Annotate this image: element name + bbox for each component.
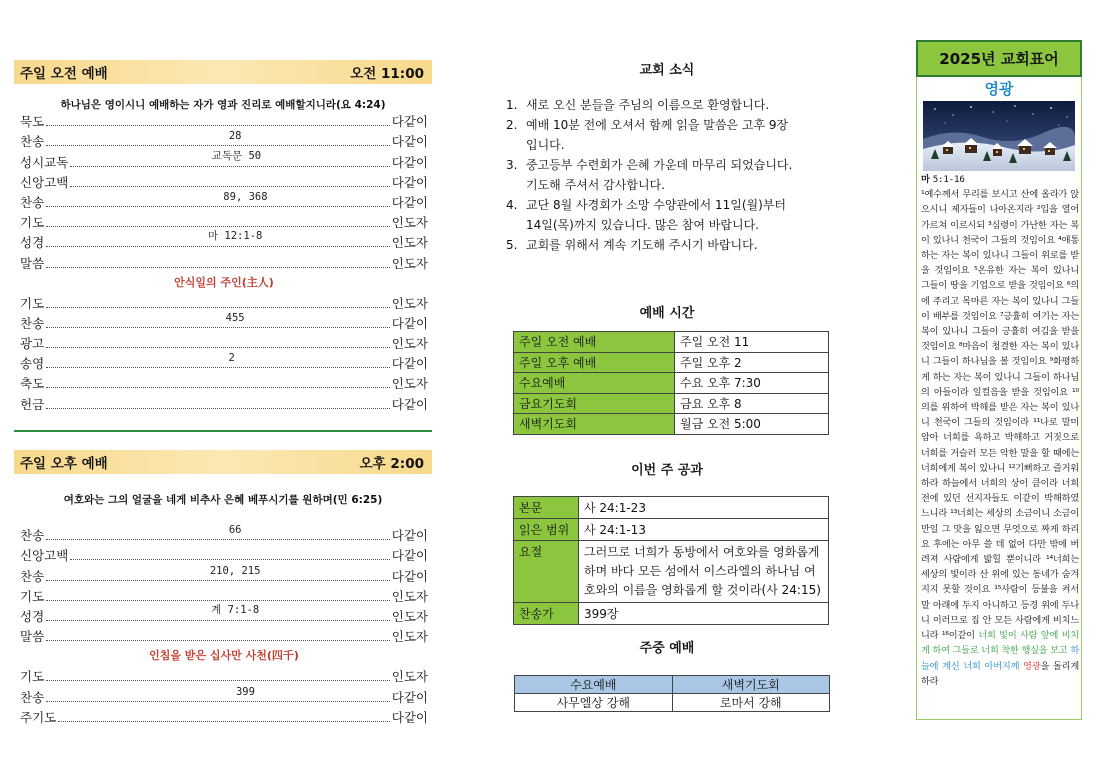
order-item-leader: 인도자 <box>391 588 428 604</box>
order-row <box>20 312 428 332</box>
scripture-highlight-blue: 하늘에 계신 너희 아버지께 <box>921 645 1079 672</box>
schedule-service-name: 수요예배 <box>514 373 675 394</box>
weekday-header-dawn: 새벽기도회 <box>672 676 830 694</box>
order-item-detail: 399 <box>235 685 255 698</box>
order-item-leader: 인도자 <box>391 336 428 352</box>
news-title: 교회 소식 <box>639 63 695 78</box>
order-row <box>20 110 428 130</box>
order-item-label: 기도 <box>20 215 45 231</box>
dotted-leader <box>46 603 390 621</box>
news-item <box>506 155 816 195</box>
lesson-value: 그러므로 너희가 동방에서 여호와를 영화롭게 하며 바다 모든 섬에서 이스라엘의 하나님 여호와의 이름을 영화롭게 할 것이라(사 24:15) <box>579 541 829 603</box>
schedule-row <box>514 352 829 373</box>
news-item <box>506 95 816 115</box>
order-row <box>20 150 428 170</box>
lesson-key: 요절 <box>514 541 579 603</box>
schedule-title: 예배 시간 <box>639 306 695 321</box>
order-item-leader: 다같이 <box>391 154 428 170</box>
order-item-leader: 다같이 <box>391 568 428 584</box>
order-row <box>20 685 428 705</box>
afternoon-service-title: 주일 오후 예배 <box>20 456 108 472</box>
order-item-leader: 다같이 <box>391 174 428 190</box>
order-item-label: 기도 <box>20 669 45 685</box>
order-item-label: 말씀 <box>20 629 45 645</box>
winter-village-image <box>923 101 1075 171</box>
order-item-leader: 인도자 <box>391 376 428 392</box>
schedule-row <box>514 373 829 394</box>
order-item-label: 축도 <box>20 376 45 392</box>
news-item-text <box>526 115 788 155</box>
dotted-leader <box>46 640 390 641</box>
order-item-detail: 계 7:1-8 <box>211 603 260 616</box>
order-row <box>20 665 428 685</box>
afternoon-sermon-title: 인침을 받은 십사만 사천(四千) <box>149 649 299 663</box>
dotted-leader <box>46 307 390 308</box>
dotted-leader <box>46 311 390 328</box>
dotted-leader <box>46 352 390 368</box>
schedule-service-time: 수요 오후 7:30 <box>675 373 829 394</box>
order-row <box>20 372 428 392</box>
order-item-leader: 인도자 <box>391 295 428 311</box>
dotted-leader <box>46 408 390 409</box>
afternoon-verse: 여호와는 그의 얼굴을 네게 비추사 은혜 베푸시기를 원하며(민 6:25) <box>63 494 383 506</box>
news-item-number: 3. <box>506 158 518 172</box>
dotted-leader <box>70 149 389 167</box>
scripture-range: 5:1-16 <box>932 174 965 185</box>
schedule-service-name: 주일 오후 예배 <box>514 352 675 373</box>
lesson-value: 399장 <box>579 603 829 625</box>
dotted-leader <box>46 600 390 601</box>
news-item-line: 예배 10분 전에 오셔서 함께 읽을 말씀은 고후 9장 <box>526 118 789 132</box>
news-item-text <box>526 235 758 255</box>
morning-service-time: 오전 11:00 <box>350 66 424 82</box>
weekday-value-wednesday: 사무엘상 강해 <box>515 694 673 712</box>
lesson-row <box>514 603 829 625</box>
morning-service-title: 주일 오전 예배 <box>20 66 108 82</box>
news-item <box>506 115 816 155</box>
order-item-label: 기도 <box>20 588 45 604</box>
schedule-row <box>514 414 829 435</box>
order-item-leader: 다같이 <box>391 315 428 331</box>
news-item-line: 14일(목)까지 있습니다. 많은 참여 바랍니다. <box>526 218 759 232</box>
order-item-leader: 인도자 <box>391 235 428 251</box>
schedule-row <box>514 393 829 414</box>
order-item-detail: 66 <box>228 524 242 537</box>
order-item-detail: 89, 368 <box>223 190 268 203</box>
order-item-leader: 인도자 <box>391 669 428 685</box>
news-list <box>506 95 816 255</box>
motto-word: 영광 <box>984 80 1014 98</box>
order-item-leader: 인도자 <box>391 629 428 645</box>
dotted-leader <box>46 267 390 268</box>
order-item-leader: 다같이 <box>391 548 428 564</box>
order-row <box>20 292 428 312</box>
news-item-text <box>526 95 769 115</box>
dotted-leader <box>70 186 389 187</box>
order-item-leader: 다같이 <box>391 356 428 372</box>
morning-sermon-title: 안식일의 주인(主人) <box>174 275 274 289</box>
order-item-leader: 다같이 <box>391 709 428 725</box>
order-row <box>20 191 428 211</box>
news-item-line: 중고등부 수련회가 은혜 가운데 마무리 되었습니다. <box>526 158 793 172</box>
order-item-leader: 다같이 <box>391 114 428 130</box>
order-item-label: 묵도 <box>20 114 45 130</box>
weekday-value-dawn: 로마서 강해 <box>672 694 830 712</box>
order-item-label: 성시교독 <box>20 154 69 170</box>
dotted-leader <box>46 130 390 146</box>
lesson-title: 이번 주 공과 <box>631 463 703 478</box>
news-item-line: 교단 8월 사경회가 소망 수양관에서 11일(월)부터 <box>526 198 786 212</box>
weekday-header-wednesday: 수요예배 <box>515 676 673 694</box>
afternoon-order-list <box>20 524 428 726</box>
morning-order-list <box>20 110 428 413</box>
scripture-text-end: 을 돌리게 하라 <box>921 660 1080 687</box>
motto-scripture <box>921 172 1079 689</box>
schedule-row <box>514 332 829 353</box>
afternoon-service-header <box>14 450 432 474</box>
lesson-value: 사 24:1-23 <box>579 497 829 519</box>
schedule-service-name: 금요기도회 <box>514 393 675 414</box>
order-item-detail: 2 <box>228 352 235 365</box>
morning-verse: 하나님은 영이시니 예배하는 자가 영과 진리로 예배할지니라(요 4:24) <box>60 99 386 111</box>
order-row <box>20 706 428 726</box>
order-item-label: 찬송 <box>20 689 45 705</box>
motto-title: 2025년 교회표어 <box>916 40 1082 77</box>
news-item-line: 새로 오신 분들을 주님의 이름으로 환영합니다. <box>526 98 770 112</box>
order-item-detail: 210, 215 <box>209 564 261 577</box>
order-row <box>20 625 428 645</box>
order-item-label: 찬송 <box>20 134 45 150</box>
dotted-leader <box>46 347 390 348</box>
order-item-leader: 다같이 <box>391 194 428 210</box>
news-item <box>506 195 816 235</box>
section-divider <box>14 430 432 432</box>
news-item-number: 5. <box>506 238 518 252</box>
order-item-leader: 다같이 <box>391 396 428 412</box>
schedule-service-time: 월금 오전 5:00 <box>675 414 829 435</box>
scripture-book: 마 <box>921 174 930 185</box>
order-item-label: 신앙고백 <box>20 174 69 190</box>
order-item-label: 헌금 <box>20 396 45 412</box>
order-item-label: 주기도 <box>20 709 57 725</box>
order-item-leader: 인도자 <box>391 215 428 231</box>
schedule-service-name: 주일 오전 예배 <box>514 332 675 353</box>
order-row <box>20 605 428 625</box>
weekday-table <box>514 675 830 712</box>
order-item-leader: 인도자 <box>391 608 428 624</box>
dotted-leader <box>46 190 390 207</box>
order-item-label: 찬송 <box>20 194 45 210</box>
scripture-highlight-red: 영광 <box>1023 660 1041 672</box>
news-item <box>506 235 816 255</box>
news-item-text <box>526 195 786 235</box>
order-item-detail: 28 <box>228 130 242 143</box>
order-row <box>20 524 428 544</box>
news-item-line: 기도해 주셔서 감사합니다. <box>526 178 665 192</box>
order-item-label: 찬송 <box>20 568 45 584</box>
order-item-label: 찬송 <box>20 528 45 544</box>
order-item-detail: 마 12:1-8 <box>207 230 263 243</box>
schedule-service-name: 새벽기도회 <box>514 414 675 435</box>
lesson-value: 사 24:1-13 <box>579 519 829 541</box>
order-item-label: 성경 <box>20 235 45 251</box>
lesson-row <box>514 497 829 519</box>
dotted-leader <box>46 230 390 247</box>
order-item-detail: 교독문 50 <box>211 149 262 162</box>
order-item-leader: 다같이 <box>391 134 428 150</box>
order-row <box>20 564 428 584</box>
lesson-row <box>514 541 829 603</box>
order-item-leader: 다같이 <box>391 689 428 705</box>
morning-service-header <box>14 60 432 84</box>
news-item-number: 4. <box>506 198 518 212</box>
dotted-leader <box>46 524 390 540</box>
order-item-detail: 455 <box>225 311 245 324</box>
order-item-label: 성경 <box>20 608 45 624</box>
schedule-service-time: 주일 오전 11 <box>675 332 829 353</box>
weekday-title: 주중 예배 <box>639 641 695 656</box>
afternoon-service-time: 오후 2:00 <box>359 456 424 472</box>
dotted-leader <box>46 680 390 681</box>
order-row <box>20 231 428 251</box>
order-item-leader: 인도자 <box>391 255 428 271</box>
dotted-leader <box>46 564 390 581</box>
lesson-key: 찬송가 <box>514 603 579 625</box>
lesson-table <box>513 496 829 625</box>
order-item-label: 신앙고백 <box>20 548 69 564</box>
order-item-label: 말씀 <box>20 255 45 271</box>
order-row <box>20 392 428 412</box>
order-item-label: 광고 <box>20 336 45 352</box>
dotted-leader <box>46 125 390 126</box>
news-item-line: 입니다. <box>526 138 565 152</box>
lesson-key: 본문 <box>514 497 579 519</box>
order-row <box>20 352 428 372</box>
order-row <box>20 171 428 191</box>
news-item-number: 1. <box>506 98 518 112</box>
lesson-key: 읽은 범위 <box>514 519 579 541</box>
order-item-label: 찬송 <box>20 315 45 331</box>
news-item-text <box>526 155 792 195</box>
dotted-leader <box>58 721 390 722</box>
scripture-text: ¹예수께서 무리를 보시고 산에 올라가 앉으시니 제자들이 나아온지라 ²입을 열어 가르쳐 이르시되 ³심령이 가난한 자는 복이 있나니 천국이 그들의 것임이요 ⁴애통하는 자는 복이 있나니 그들이 위로를 받을 것임이요 ⁵온유한 자는 복이 있나니 그들이 땅을 기업으로 받을 것임이요 ⁶의에 주리고 목마른 자는 복이 있나니 그들이 배부를 것임이요 ⁷긍휼히 여기는 자는 복이 있나니 그들이 긍휼히 여김을 받을 것임이요 ⁸마음이 청결한 자는 복이 있나니 그들이 하나님을 볼 것임이요 ⁹화평하게 하는 자는 복이 있나니 그들이 하나님의 아들이라 일컬음을 받을 것임이요 ¹⁰의를 위하여 박해를 받은 자는 복이 있나니 천국이 그들의 것임이라 ¹¹나로 말미암아 너희를 욕하고 박해하고 거짓으로 너희를 거슬러 모든 악한 말을 할 때에는 너희에게 복이 있나니 ¹²기뻐하고 즐거워하라 하늘에서 너희의 상이 큼이라 너희 전에 있던 선지자들도 이같이 박해하였느니라 ¹³너희는 세상의 소금이니 소금이 만일 그 맛을 잃으면 무엇으로 짜게 하리요 후에는 아무 쓸 데 없어 다만 밖에 버려져 사람에게 밟힐 뿐이니라 ¹⁴너희는 세상의 빛이라 산 위에 있는 동네가 숨겨지지 못할 것이요 ¹⁵사람이 등불을 켜서 말 아래에 두지 아니하고 등경 위에 두나니 이러므로 집 안 모든 사람에게 비치느니라 ¹⁶이같이 <box>921 189 1079 642</box>
lesson-row <box>514 519 829 541</box>
dotted-leader <box>46 226 390 227</box>
order-row <box>20 251 428 271</box>
dotted-leader <box>46 685 390 702</box>
order-item-label: 기도 <box>20 295 45 311</box>
order-item-leader: 다같이 <box>391 528 428 544</box>
order-item-label: 송영 <box>20 356 45 372</box>
scripture-highlight-green: 너희 빛이 사람 앞에 비치게 하여 그들로 너희 착한 행실을 보고 <box>921 630 1079 657</box>
dotted-leader <box>46 387 390 388</box>
order-row <box>20 332 428 352</box>
news-item-number: 2. <box>506 118 518 132</box>
news-item-line: 교회를 위해서 계속 기도해 주시기 바랍니다. <box>526 238 758 252</box>
schedule-service-time: 금요 오후 8 <box>675 393 829 414</box>
dotted-leader <box>70 559 389 560</box>
schedule-table <box>513 331 829 435</box>
schedule-service-time: 주일 오후 2 <box>675 352 829 373</box>
scripture-reference <box>921 174 965 185</box>
order-row <box>20 544 428 564</box>
